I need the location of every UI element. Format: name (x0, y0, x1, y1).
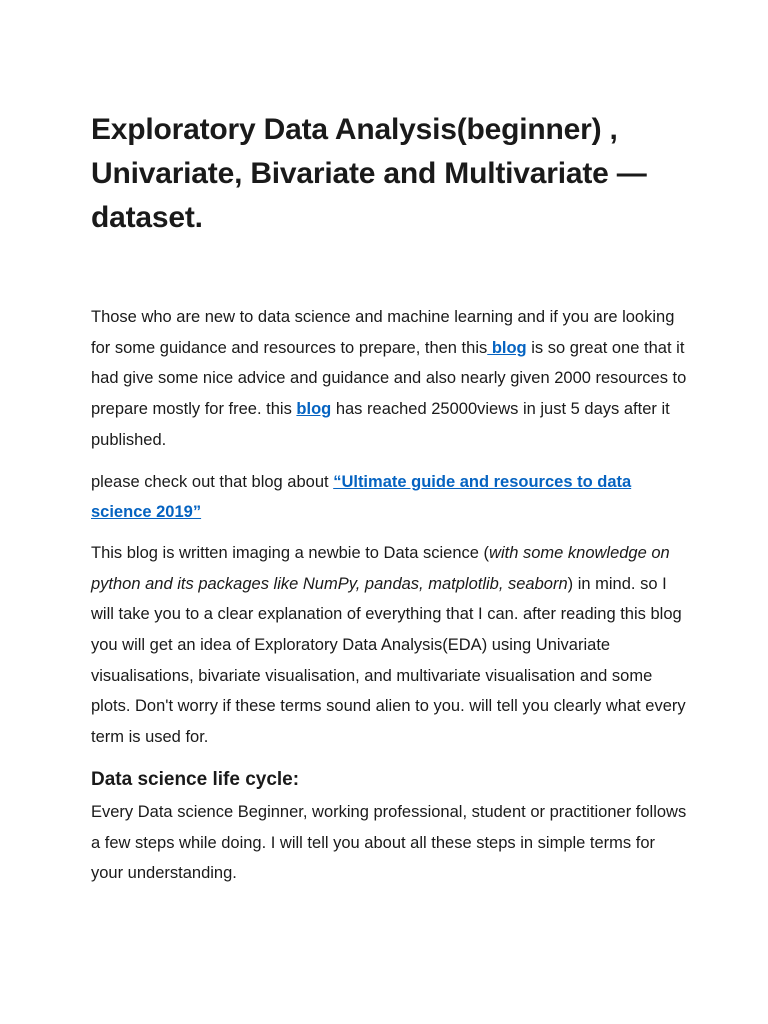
blog-link-2[interactable]: blog (296, 400, 332, 419)
lifecycle-paragraph: Every Data science Beginner, working professional, student or practitioner follows a few steps while doing. I will tell you about all these steps in simple terms for your understanding. (91, 802, 687, 883)
reference-paragraph (91, 467, 688, 528)
intro-text-c: has reached 25000views in just 5 days after it published. (91, 400, 670, 449)
reference-text: please check out that blog about (91, 472, 334, 491)
audience-italic: with some knowledge on python and its packages like NumPy, pandas, matplotlib, seaborn (91, 543, 670, 593)
intro-text-a: Those who are new to data science and machine learning and if you are looking for some guidance and resources to prepare, then this (91, 308, 675, 357)
audience-text-a: This blog is written imaging a newbie to Data science ( (91, 543, 490, 562)
article-title: Exploratory Data Analysis(beginner) , Univariate, Bivariate and Multivariate — dataset. (91, 113, 647, 234)
audience-paragraph (91, 538, 688, 753)
intro-text-b: is so great one that it had give some nice advice and guidance and also nearly given 2000 resources to prepare mostly for free. this (91, 338, 687, 419)
ultimate-guide-link[interactable]: “Ultimate guide and resources to data science 2019” (91, 472, 632, 522)
audience-text-b: ) in mind. so I will take you to a clear explanation of everything that I can. after reading this blog you will get an idea of Exploratory Data Analysis(EDA) using Univariate visualisations, bivariate visualisation, and multivariate visualisation and some plots. Don't worry if these terms sound alien to you. will tell you clearly what every term is used for. (91, 574, 686, 747)
blog-link-1[interactable]: blog (487, 338, 527, 357)
section-heading: Data science life cycle: (91, 768, 300, 790)
intro-paragraph (91, 302, 688, 456)
